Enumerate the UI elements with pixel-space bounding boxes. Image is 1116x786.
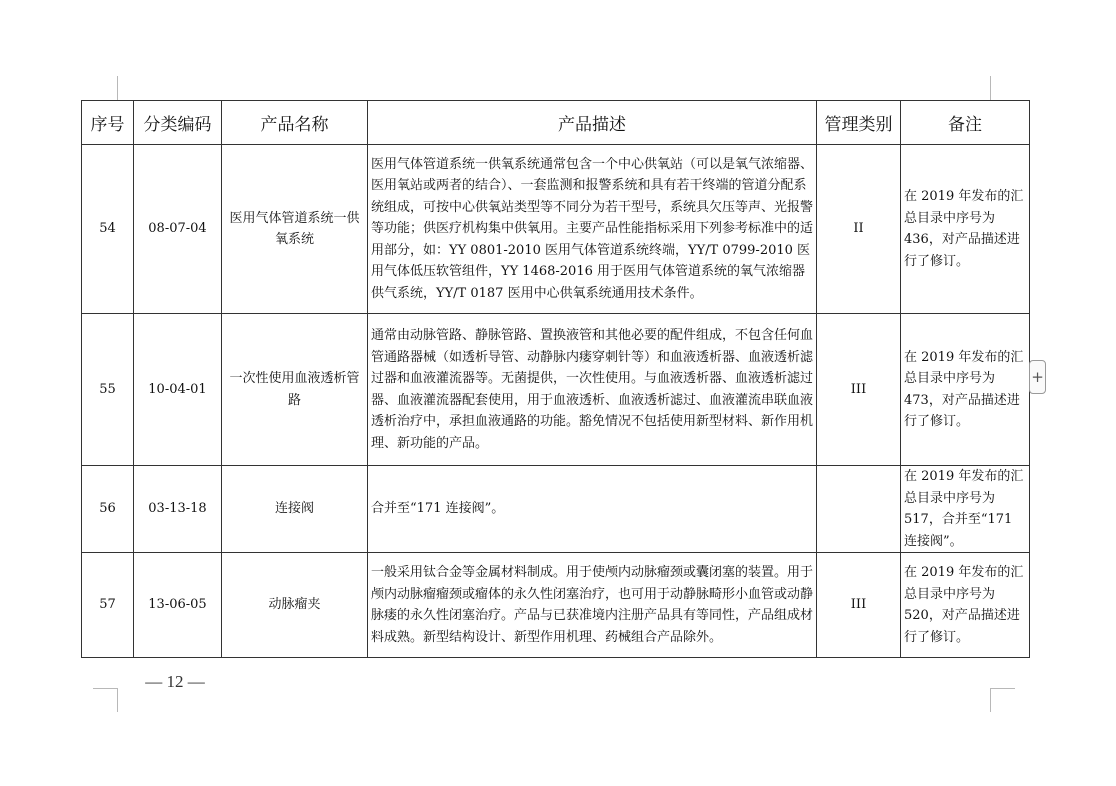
header-class: 管理类别 bbox=[817, 101, 901, 145]
plus-icon: + bbox=[1031, 368, 1044, 386]
cell-no: 54 bbox=[82, 145, 134, 314]
cell-class: III bbox=[817, 553, 901, 658]
cell-note: 在 2019 年发布的汇总目录中序号为 517，合并至“171 连接阀”。 bbox=[901, 466, 1030, 553]
cell-code: 08-07-04 bbox=[134, 145, 222, 314]
cell-name: 动脉瘤夹 bbox=[222, 553, 368, 658]
header-code: 分类编码 bbox=[134, 101, 222, 145]
cell-class bbox=[817, 466, 901, 553]
crop-mark bbox=[990, 688, 991, 712]
cell-note: 在 2019 年发布的汇总目录中序号为 436，对产品描述进行了修订。 bbox=[901, 145, 1030, 314]
header-name: 产品名称 bbox=[222, 101, 368, 145]
crop-mark bbox=[117, 76, 118, 100]
cell-code: 03-13-18 bbox=[134, 466, 222, 553]
header-no: 序号 bbox=[82, 101, 134, 145]
cell-name: 一次性使用血液透析管路 bbox=[222, 314, 368, 466]
table-row bbox=[82, 145, 1030, 314]
crop-mark bbox=[117, 688, 118, 712]
cell-class: II bbox=[817, 145, 901, 314]
crop-mark bbox=[990, 76, 991, 100]
crop-mark bbox=[93, 688, 118, 689]
cell-note: 在 2019 年发布的汇总目录中序号为 473，对产品描述进行了修订。 bbox=[901, 314, 1030, 466]
header-desc: 产品描述 bbox=[368, 101, 817, 145]
product-table bbox=[81, 100, 1030, 658]
cell-desc: 通常由动脉管路、静脉管路、置换液管和其他必要的配件组成，不包含任何血管通路器械（如透析导管、动静脉内瘘穿刺针等）和血液透析器、血液透析滤过器和血液灌流器等。无菌提供，一次性使用。与血液透析器、血液透析滤过器、血液灌流器配套使用，用于血液透析、血液透析滤过、血液灌流串联血液透析治疗中，承担血液通路的功能。豁免情况不包括使用新型材料、新作用机理、新功能的产品。 bbox=[368, 314, 817, 466]
cell-no: 55 bbox=[82, 314, 134, 466]
cell-code: 13-06-05 bbox=[134, 553, 222, 658]
cell-desc: 一般采用钛合金等金属材料制成。用于使颅内动脉瘤颈或囊闭塞的装置。用于颅内动脉瘤瘤颈或瘤体的永久性闭塞治疗，也可用于动静脉畸形小血管或动静脉瘘的永久性闭塞治疗。产品与已获准境内注册产品具有等同性，产品组成材料成熟。新型结构设计、新型作用机理、药械组合产品除外。 bbox=[368, 553, 817, 658]
cell-no: 56 bbox=[82, 466, 134, 553]
page-number: — 12 — bbox=[145, 672, 205, 691]
crop-mark bbox=[990, 688, 1015, 689]
cell-class: III bbox=[817, 314, 901, 466]
cell-desc: 合并至“171 连接阀”。 bbox=[368, 466, 817, 553]
cell-code: 10-04-01 bbox=[134, 314, 222, 466]
cell-note: 在 2019 年发布的汇总目录中序号为 520，对产品描述进行了修订。 bbox=[901, 553, 1030, 658]
cell-name: 连接阀 bbox=[222, 466, 368, 553]
table-row bbox=[82, 466, 1030, 553]
cell-desc: 医用气体管道系统一供氧系统通常包含一个中心供氧站（可以是氧气浓缩器、医用氧站或两者的结合）、一套监测和报警系统和具有若干终端的管道分配系统组成，可按中心供氧站类型等不同分为若干型号，系统具欠压等声、光报警等功能；供医疗机构集中供氧用。主要产品性能指标采用下列参考标准中的适用部分，如：YY 0801-2010 医用气体管道系统终端，YY/T 0799-2010 医用气体低压软管组件，YY 1468-2016 用于医用气体管道系统的氧气浓缩器供气系统，YY/T 0187 医用中心供氧系统通用技术条件。 bbox=[368, 145, 817, 314]
cell-no: 57 bbox=[82, 553, 134, 658]
cell-name: 医用气体管道系统一供氧系统 bbox=[222, 145, 368, 314]
table-row bbox=[82, 553, 1030, 658]
table-row bbox=[82, 314, 1030, 466]
header-note: 备注 bbox=[901, 101, 1030, 145]
table-header-row bbox=[82, 101, 1030, 145]
expand-button[interactable] bbox=[1029, 360, 1046, 394]
